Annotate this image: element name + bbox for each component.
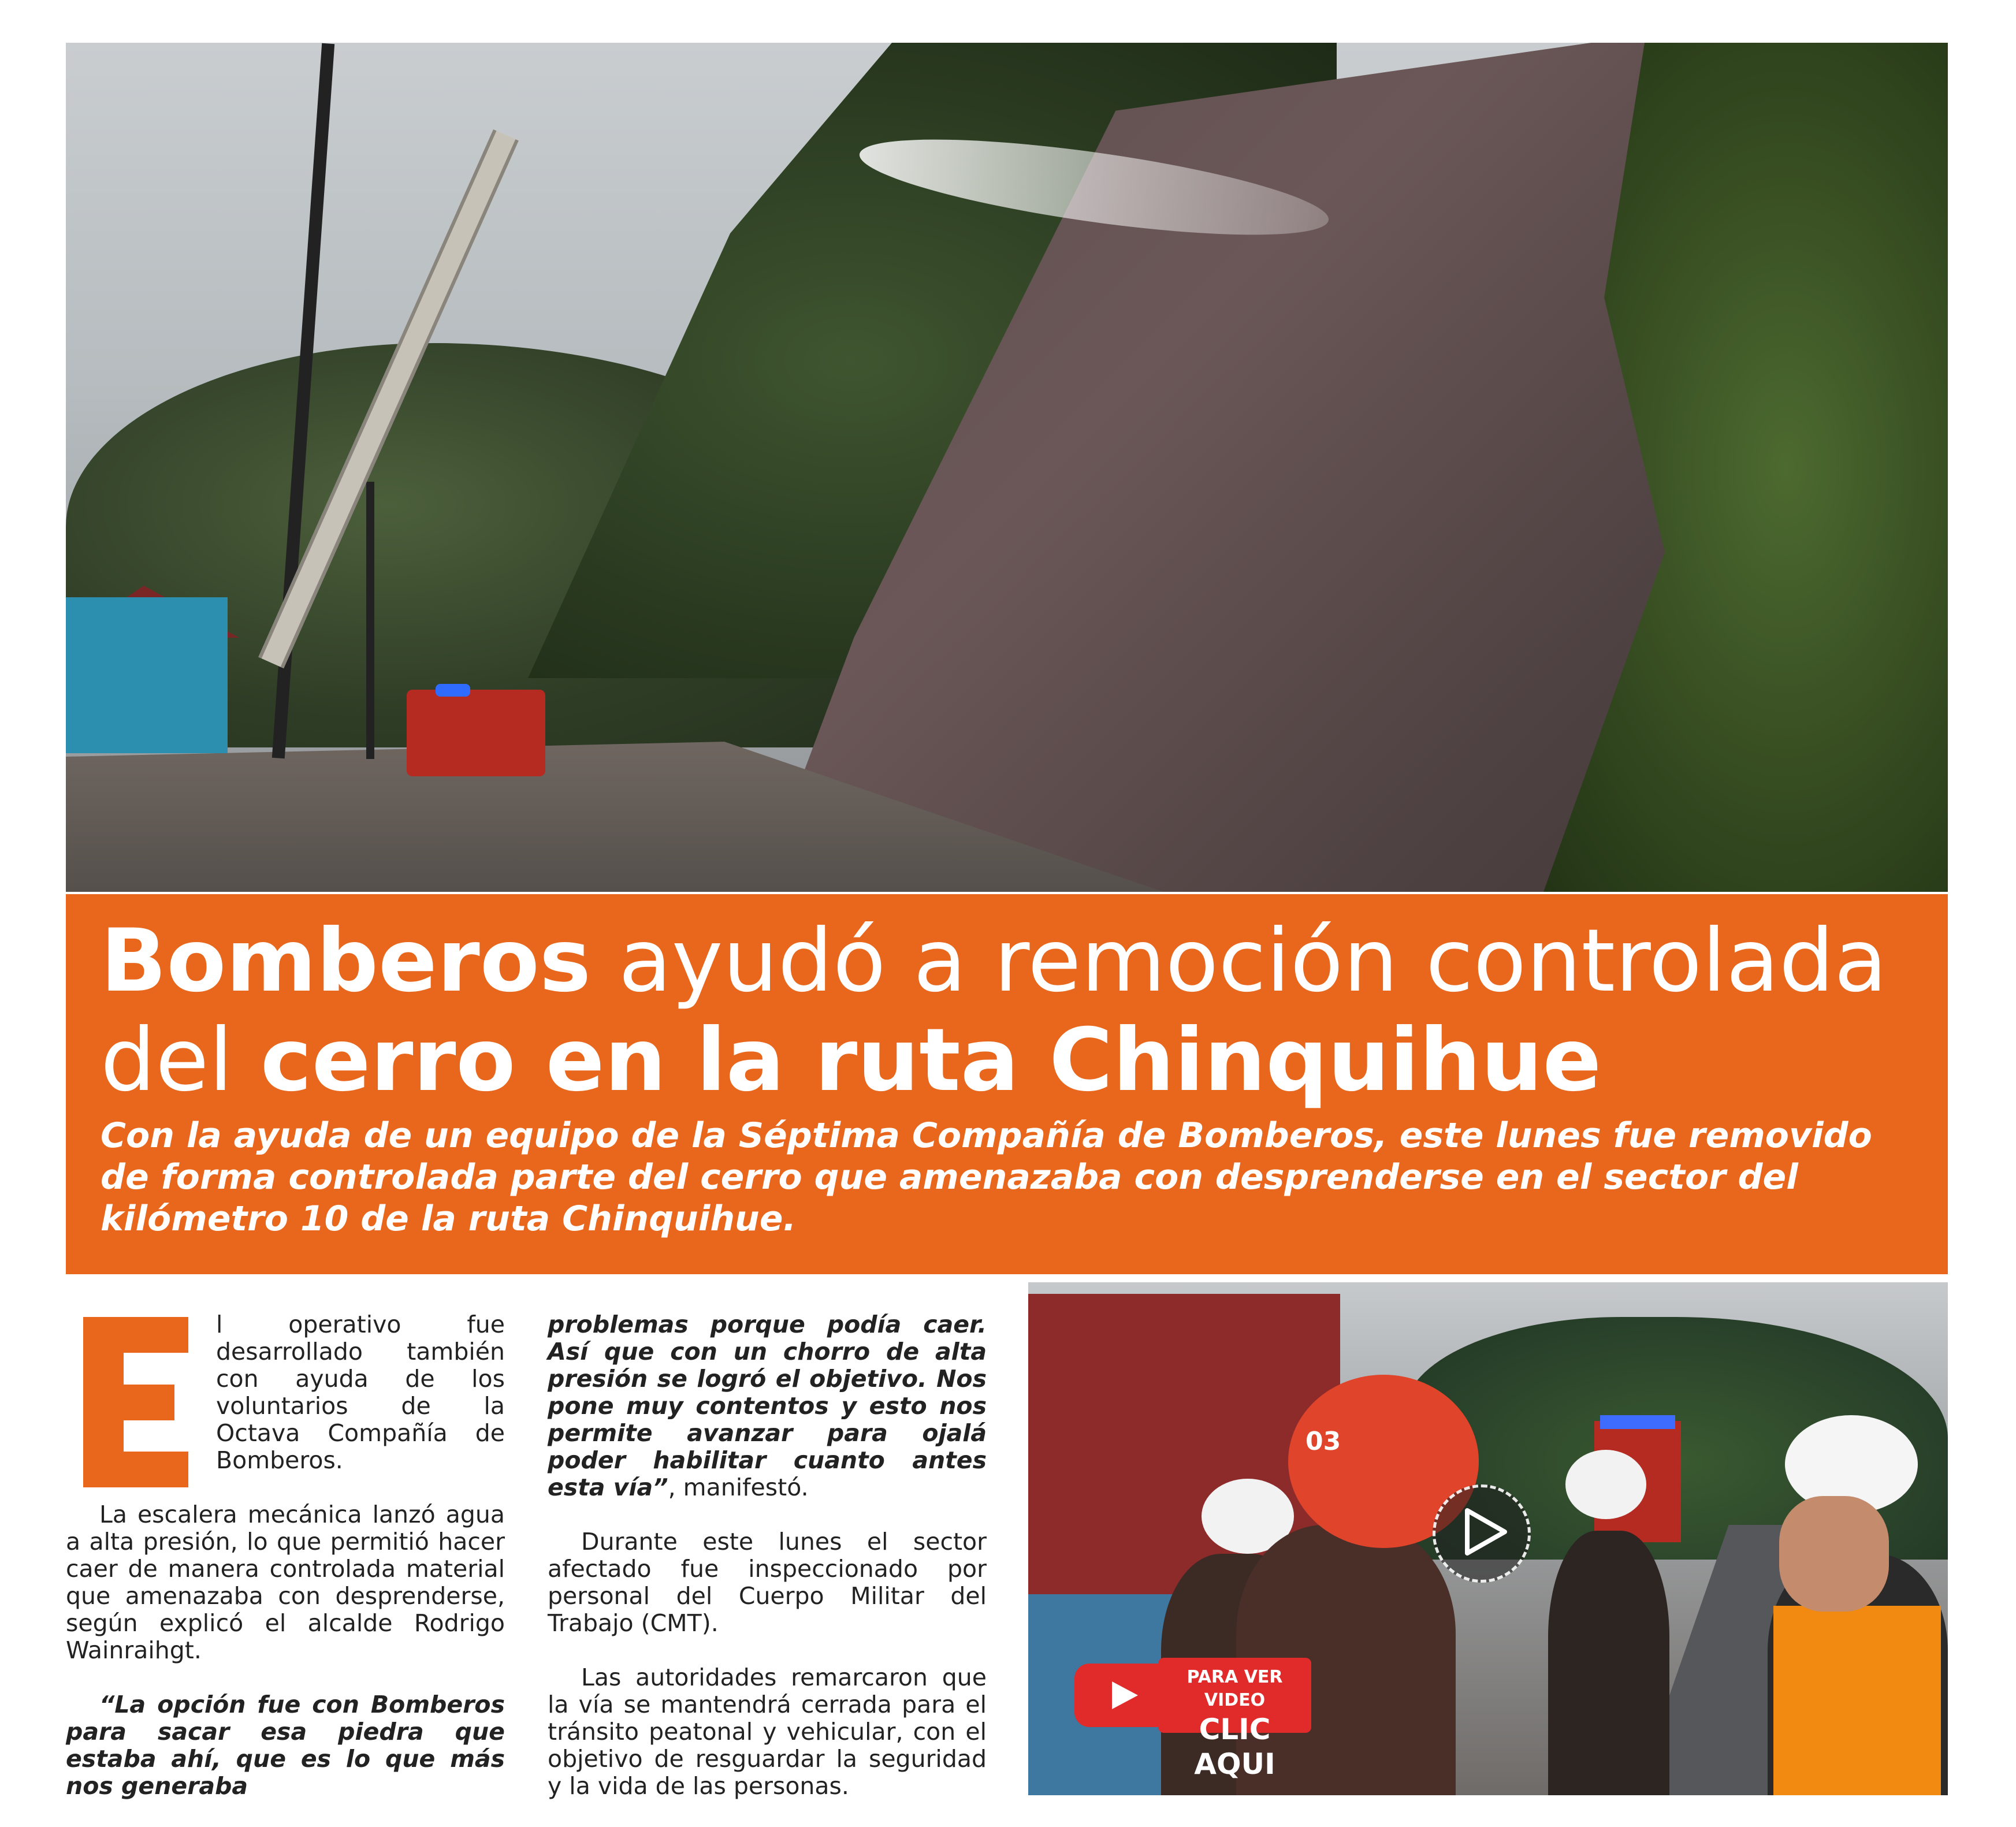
youtube-icon [1106,1678,1141,1713]
house [66,597,228,753]
paragraph-cmt: Durante este lunes el sector afectado fue inspeccionado por personal del Cuerpo Militar del Trabajo (CMT). [548,1528,987,1637]
play-icon [1459,1506,1511,1558]
reflective-vest [1773,1606,1941,1795]
first-paragraph-wrap [216,1311,505,1474]
fire-truck [407,690,545,776]
cta-line-1: PARA VER VIDEO [1186,1667,1283,1710]
emergency-light [436,684,470,697]
face [1779,1496,1889,1612]
headline-part-3: del [101,1010,261,1111]
article-column-2 [548,1311,987,1827]
quote-text: problemas porque podía caer. Así que con un chorro de alta presión se logró el objetivo. Nos pone muy contentos y esto nos permite avanzar para ojalá poder habilitar cuanto antes esta vía” [548,1311,987,1501]
paragraph-1: l operativo fue desarrollado también con ayuda de los voluntarios de la Octava Compañía de Bomberos. [216,1311,505,1474]
paragraph-closing: Las autoridades remarcaron que la vía se mantendrá cerrada para el tránsito peatonal y vehicular, con el objetivo de resguardar la seguridad y la vida de las personas. [548,1664,987,1800]
emergency-light [1600,1415,1675,1429]
hero-photo [66,43,1948,892]
utility-pole [366,482,374,759]
headline-bold-2: cerro en la ruta Chinquihue [260,1010,1602,1111]
watch-video-button[interactable] [1074,1658,1311,1781]
headline-part-2: ayudó a remoción controlada [591,911,1888,1011]
firefighter-right [1548,1531,1669,1795]
cta-line-2: CLIC AQUI [1194,1713,1275,1781]
lead-paragraph: Con la ayuda de un equipo de la Séptima Compañía de Bomberos, este lunes fue removido de forma controlada parte del cerro que amenazaba con desprenderse en el sector del kilómetro 10 de la ruta Chinquihue. [101,1115,1872,1239]
quote-attribution: , manifestó. [668,1473,809,1501]
play-button[interactable] [1433,1484,1531,1583]
headline [101,911,1926,1110]
cta-label [1158,1658,1311,1781]
paragraph-2: La escalera mecánica lanzó agua a alta presión, lo que permitió hacer caer de manera controlada material que amenazaba con desprenderse, según explicó el alcalde Rodrigo Wainraihgt. [66,1501,505,1664]
helmet-number: 03 [1305,1427,1341,1456]
video-thumbnail[interactable] [1028,1282,1948,1795]
headline-band [66,894,1948,1274]
quote-start: “La opción fue con Bomberos para sacar esa piedra que estaba ahí, que es lo que más nos generaba [66,1691,505,1800]
helmet-white [1565,1450,1646,1519]
article-column-1 [66,1311,505,1827]
headline-bold-1: Bomberos [101,911,592,1011]
quote-continuation [548,1311,987,1501]
